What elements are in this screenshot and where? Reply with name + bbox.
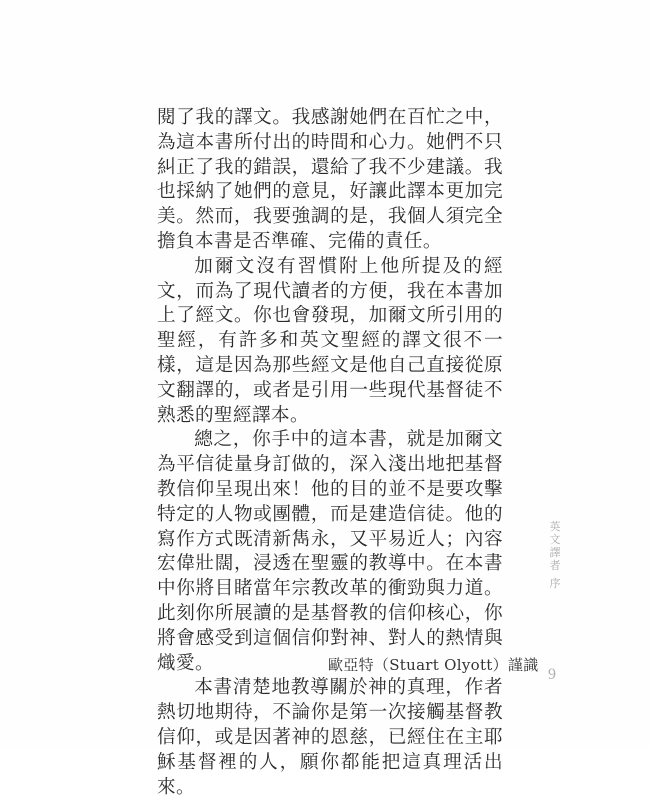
paragraph-3: 總之，你手中的這本書，就是加爾文為平信徒量身訂做的，深入淺出地把基督教信仰呈現出來！他的目的並不是要攻擊特定的人物或團體，而是建造信徒。他的寫作方式既清新雋永，又平易近人；內容宏偉壯闊，浸透在聖靈的教導中。在本書中你將目睹當年宗教改革的衝勁與力道。此刻你所展讀的是基督教的信仰核心，你將會感受到這個信仰對神、對人的熱情與熾愛。 [157,429,503,674]
paragraph-2: 加爾文沒有習慣附上他所提及的經文，而為了現代讀者的方便，我在本書加上了經文。你也會發現，加爾文所引用的聖經，有許多和英文聖經的譯文很不一樣，這是因為那些經文是他自己直接從原文翻譯的，或者是引用一些現代基督徒不熟悉的聖經譯本。 [157,255,503,426]
body-text [157,106,539,800]
page-number: 9 [548,666,556,683]
side-label-char: 譯 [549,546,561,559]
running-header-vertical [548,520,562,590]
paragraph-4: 本書清楚地教導關於神的真理，作者熱切地期待，不論你是第一次接觸基督教信仰，或是因著神的恩慈，已經住在主耶穌基督裡的人，願你都能把這真理活出來。 [157,677,503,798]
side-label-char: 者 [549,559,561,572]
side-label-suffix: 序 [549,577,561,590]
side-label-char: 文 [549,533,561,546]
signature: 歐亞特（Stuart Olyott）謹識 [328,656,539,674]
paragraph-1: 閱了我的譯文。我感謝她們在百忙之中，為這本書所付出的時間和心力。她們不只糾正了我的錯誤，還給了我不少建議。我也採納了她們的意見，好讓此譯本更加完美。然而，我要強調的是，我個人須完全擔負本書是否準確、完備的責任。 [157,107,503,252]
side-label-char: 英 [549,520,561,533]
